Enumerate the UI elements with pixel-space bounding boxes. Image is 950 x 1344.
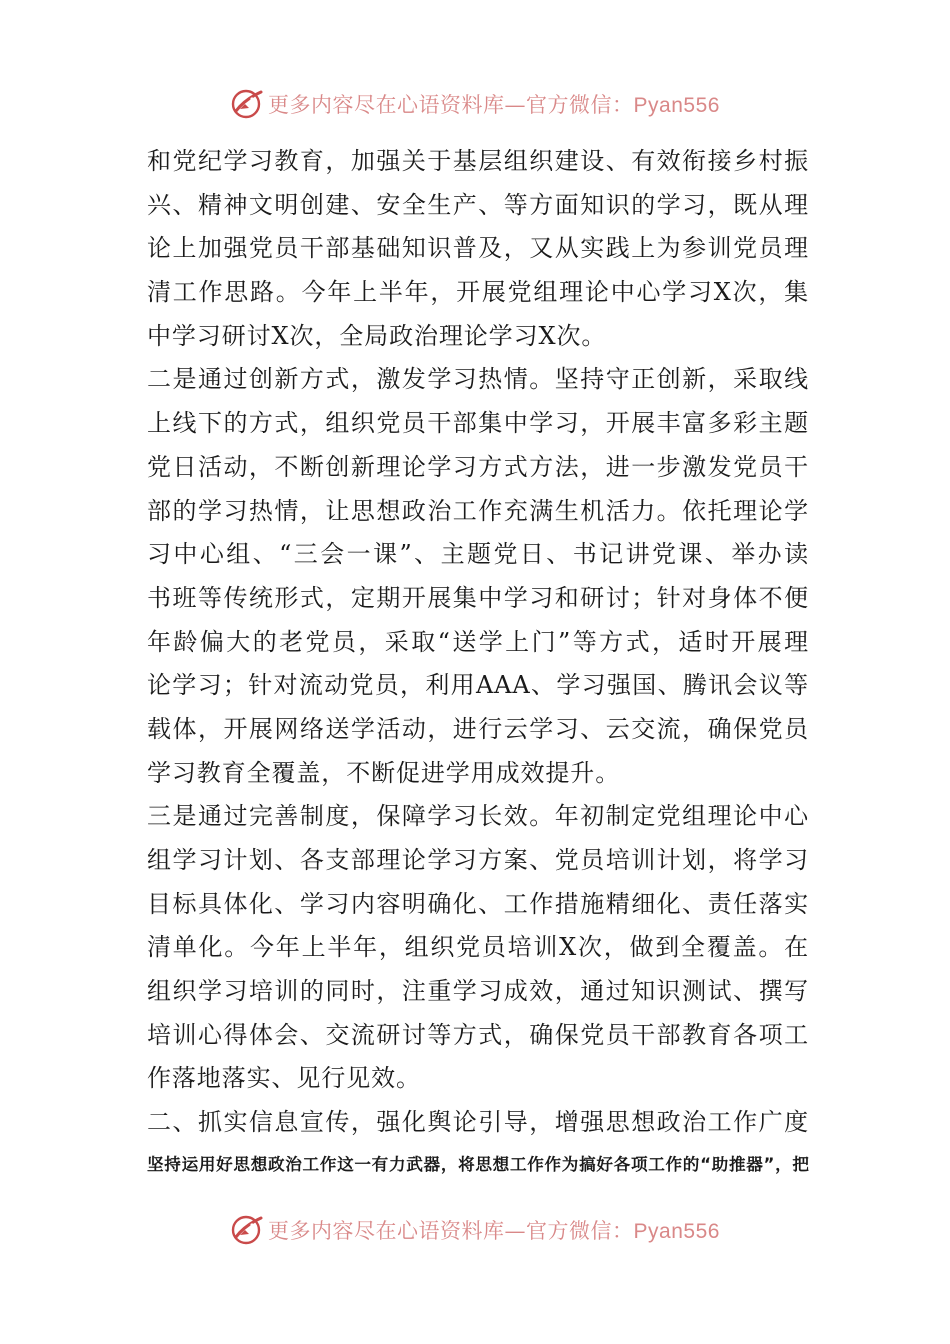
watermark-footer	[0, 1210, 950, 1250]
text-line: 年龄偏大的老党员，采取“送学上门”等方式，适时开展理	[147, 627, 809, 656]
pen-logo-icon	[230, 87, 264, 121]
text-line: 兴、精神文明创建、安全生产、等方面知识的学习，既从理	[147, 190, 809, 219]
text-line-small: 坚持运用好思想政治工作这一有力武器，将思想工作作为搞好各项工作的“助推器”，把	[147, 1154, 809, 1174]
text-line: 和党纪学习教育，加强关于基层组织建设、有效衔接乡村振	[147, 147, 809, 175]
text-line: 作落地落实、见行见效。	[147, 1064, 421, 1093]
text-line: 培训心得体会、交流研讨等方式，确保党员干部教育各项工	[147, 1020, 809, 1049]
text-line: 二、抓实信息宣传，强化舆论引导，增强思想政治工作广度	[147, 1108, 809, 1137]
text-line: 论学习；针对流动党员，利用AAA、学习强国、腾讯会议等	[147, 671, 809, 700]
watermark-text: 更多内容尽在心语资料库—官方微信：Pyan556	[268, 93, 720, 117]
text-line: 清单化。今年上半年，组织党员培训X次，做到全覆盖。在	[147, 933, 809, 962]
text-line: 载体，开展网络送学活动，进行云学习、云交流，确保党员	[147, 714, 809, 743]
text-line: 习中心组、“三会一课”、主题党日、书记讲党课、举办读	[147, 540, 809, 569]
text-line: 组学习计划、各支部理论学习方案、党员培训计划，将学习	[147, 846, 809, 874]
watermark-handle: Pyan556	[633, 1220, 720, 1243]
text-line: 目标具体化、学习内容明确化、工作措施精细化、责任落实	[147, 889, 809, 918]
text-line: 二是通过创新方式，激发学习热情。坚持守正创新，采取线	[147, 365, 809, 394]
text-line: 学习教育全覆盖，不断促进学用成效提升。	[147, 758, 621, 787]
text-line: 党日活动，不断创新理论学习方式方法，进一步激发党员干	[147, 452, 809, 481]
text-line: 清工作思路。今年上半年，开展党组理论中心学习X次，集	[147, 278, 809, 307]
pen-logo-icon	[230, 1213, 264, 1247]
watermark-handle: Pyan556	[633, 94, 720, 117]
text-line: 书班等传统形式，定期开展集中学习和研讨；针对身体不便	[147, 583, 809, 612]
text-line: 论上加强党员干部基础知识普及，又从实践上为参训党员理	[147, 234, 809, 263]
document-body	[147, 140, 809, 1185]
text-line: 部的学习热情，让思想政治工作充满生机活力。依托理论学	[147, 496, 809, 525]
text-line: 三是通过完善制度，保障学习长效。年初制定党组理论中心	[147, 802, 809, 831]
text-line: 中学习研讨X次，全局政治理论学习X次。	[147, 321, 607, 350]
text-line: 上线下的方式，组织党员干部集中学习，开展丰富多彩主题	[147, 409, 809, 438]
text-line: 组织学习培训的同时，注重学习成效，通过知识测试、撰写	[147, 977, 809, 1006]
watermark-text: 更多内容尽在心语资料库—官方微信：Pyan556	[268, 1219, 720, 1243]
watermark-header	[0, 84, 950, 124]
